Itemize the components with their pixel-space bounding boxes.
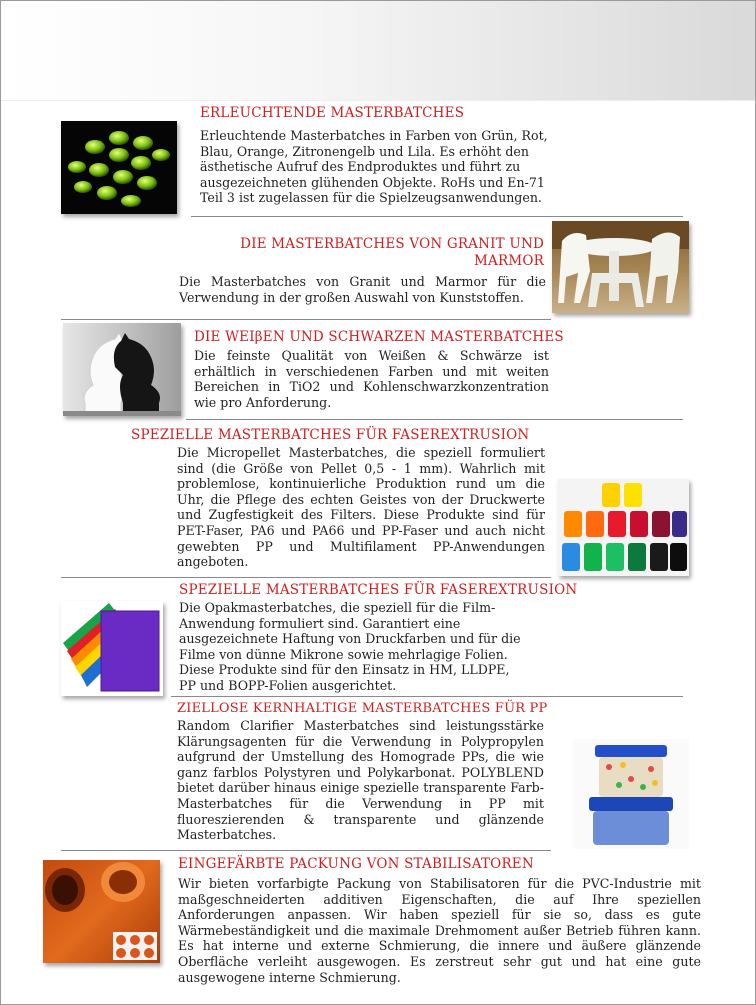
- food-containers-photo: [573, 739, 689, 849]
- glowing-buttons-photo: [61, 121, 177, 214]
- section-title-film: SPEZIELLE MASTERBATCHES FÜR FASEREXTRUSION: [179, 582, 578, 598]
- divider: [61, 850, 551, 851]
- orange-pipes-photo: [43, 860, 160, 963]
- divider: [61, 319, 551, 320]
- section-text-white-black: Die feinste Qualität von Weißen & Schwärze ist erhältlich in verschiedenen Farben und mit weiten Bereichen in TiO2 und Kohlenschwarzkonzentration wie pro Anforderung.: [194, 348, 549, 410]
- thread-spools-photo: [558, 479, 689, 576]
- colored-films-photo: [61, 601, 163, 696]
- section-text-clarifier: Random Clarifier Masterbatches sind leistungsstärke Klärungsagenten für die Verwendung in Polypropylen aufgrund der Umstellung des Homograde PPs, die wie ganz farblos Polystyren und Polykarbonat. POLYBLEND bietet darüber hinaus einige spezielle transparente Farb-Masterbatches für die Verwendung in PP mit fluoreszierenden & transparente und glänzende Masterbatches.: [177, 718, 544, 843]
- section-title-granite-line1: DIE MASTERBATCHES VON GRANIT UND: [240, 236, 544, 252]
- section-text-film: Die Opakmasterbatches, die speziell für die Film-Anwendung formuliert sind. Garantiert eine ausgezeichnete Haftung von Druckfarben und für die Filme von dünne Mikrone sowie mehrlagige Folien. Diese Produkte sind für den Einsatz in HM, LLDPE, PP und BOPP-Folien ausgerichtet.: [179, 600, 521, 693]
- divider: [61, 577, 551, 578]
- divider: [191, 216, 683, 217]
- section-text-fiber-extrusion: Die Micropellet Masterbatches, die speziell formuliert sind (die Größe von Pellet 0,5 - 1 mm). Wahrlich mit problemlose, kontinuierliche Produktion rund um die Uhr, die Pflege des echten Geistes von der Druckwerte und Zugfestigkeit des Filters. Diese Produkte sind für PET-Faser, PA6 und PA66 und PP-Faser und auch nicht gewebten PP und Multifilament PP-Anwendungen angeboten.: [177, 445, 545, 570]
- section-title-granite-line2: MARMOR: [474, 253, 544, 269]
- header-band: [1, 1, 756, 101]
- divider: [186, 419, 683, 420]
- divider: [171, 696, 683, 697]
- chess-knights-photo: [63, 323, 181, 416]
- section-text-granite: Die Masterbatches von Granit und Marmor für die Verwendung in der großen Auswahl von Kunststoffen.: [179, 274, 546, 305]
- section-title-clarifier: ZIELLOSE KERNHALTIGE MASTERBATCHES FÜR PP: [177, 701, 548, 716]
- section-title-fiber-extrusion: SPEZIELLE MASTERBATCHES FÜR FASEREXTRUSION: [131, 427, 530, 443]
- section-title-white-black: DIE WEIβEN UND SCHWARZEN MASTERBATCHES: [194, 329, 564, 345]
- section-text-stabilizers: Wir bieten vorfarbigte Packung von Stabilisatoren für die PVC-Industrie mit maßgeschneiderten additiven Eigenschaften, die auf Ihre speziellen Anforderungen anpassen. Wir haben speziell für sie so, dass es gute Wärmebeständigkeit und die maximale Drehmoment außer Betrieb führen kann. Es hat interne und externe Schmierung, die innere und äußere glänzende Oberfläche verleiht ausgewogen. Es zerstreut sehr gut und hat eine gute ausgewogene interne Schmierung.: [178, 876, 701, 985]
- section-title-glowing: ERLEUCHTENDE MASTERBATCHES: [200, 105, 465, 121]
- garden-furniture-photo: [552, 221, 689, 313]
- section-text-glowing: Erleuchtende Masterbatches in Farben von Grün, Rot, Blau, Orange, Zitronengelb und Lila. Es erhöht den ästhetische Aufruf des Endproduktes und führt zu ausgezeichneten glühenden Objekte. RoHs und En-71 Teil 3 ist zugelassen für die Spielzeugsanwendungen.: [200, 128, 548, 206]
- section-title-stabilizers: EINGEFÄRBTE PACKUNG VON STABILISATOREN: [178, 856, 534, 872]
